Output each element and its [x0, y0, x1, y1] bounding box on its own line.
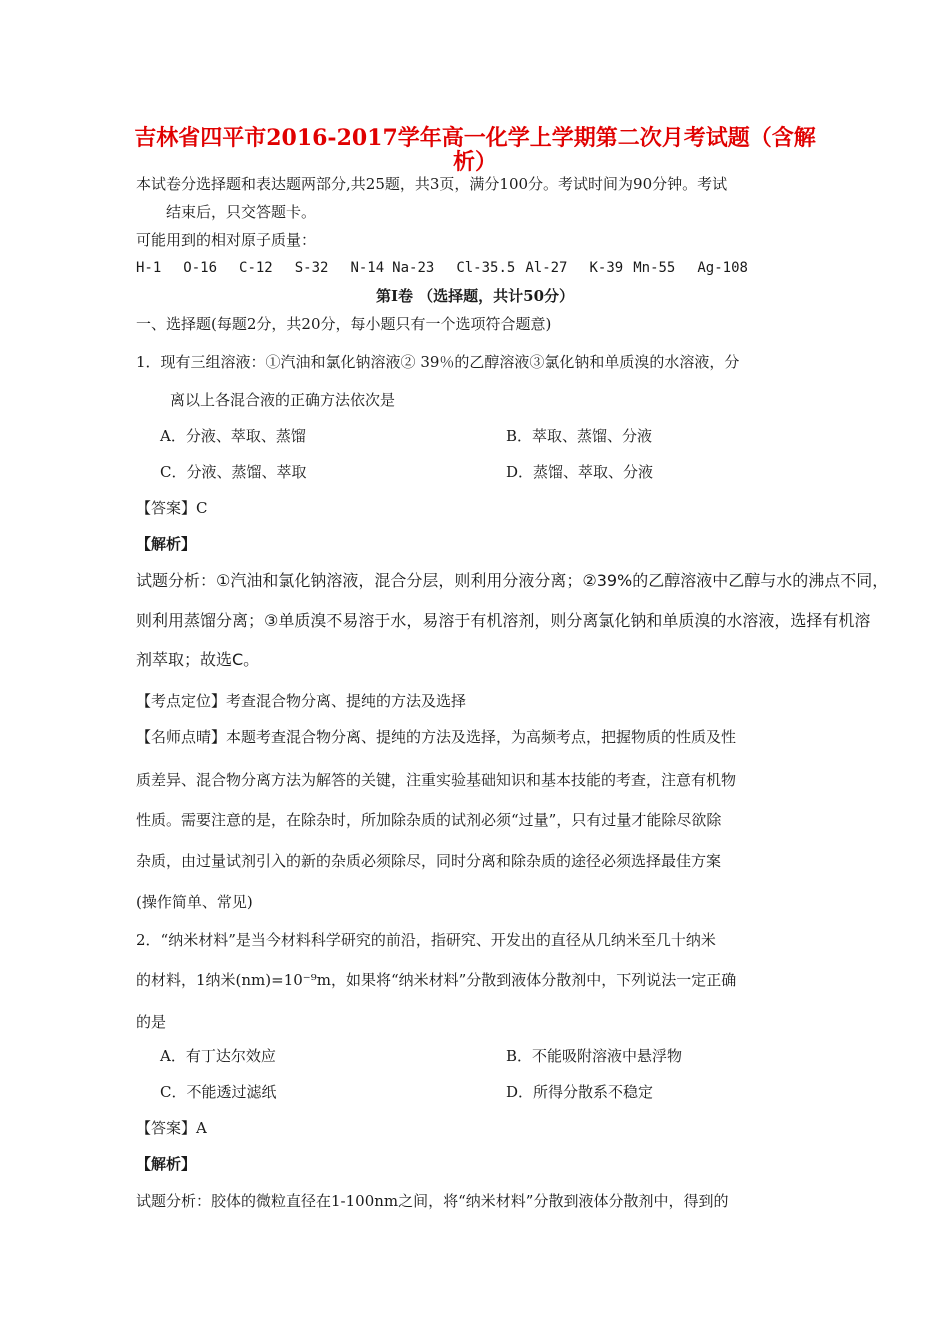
q1-option-b: B．萃取、蒸馏、分液 — [506, 427, 653, 445]
atomic-mass-item: Na-23 — [392, 260, 435, 276]
atomic-mass-item: H-1 — [136, 260, 162, 276]
q2-option-c: C．不能透过滤纸 — [160, 1083, 277, 1101]
atomic-mass-item: C-12 — [239, 260, 273, 276]
atomic-mass-item: Al-27 — [525, 260, 568, 276]
q2-analysis-label: 【解析】 — [136, 1155, 197, 1173]
q1-analysis-line-3: 剂萃取；故选C。 — [136, 650, 260, 669]
q2-option-b: B．不能吸附溶液中悬浮物 — [506, 1047, 683, 1065]
document-title-line-2: 析） — [452, 149, 497, 175]
atomic-mass-list — [136, 258, 770, 278]
atomic-mass-item: S-32 — [294, 260, 329, 276]
q1-stem-line-1: 1．现有三组溶液：①汽油和氯化钠溶液② 39％的乙醇溶液③氯化钠和单质溴的水溶液，分 — [136, 353, 740, 371]
atomic-mass-item: Ag-108 — [697, 260, 748, 276]
q1-option-a: A．分液、萃取、蒸馏 — [160, 427, 306, 445]
atomic-mass-item: Cl-35.5 — [456, 260, 516, 276]
document-title-line-1: 吉林省四平市2016-2017学年高一化学上学期第二次月考试题（含解 — [134, 125, 816, 151]
intro-line-2: 结束后，只交答题卡。 — [166, 203, 317, 221]
q1-mingshi-line-5: (操作简单、常见) — [136, 893, 253, 911]
atomic-mass-item: O-16 — [183, 260, 218, 276]
q2-analysis-line-1: 试题分析：胶体的微粒直径在1-100nm之间，将“纳米材料”分散到液体分散剂中，得到的 — [136, 1192, 729, 1210]
section-heading: 第Ⅰ卷 （选择题，共计50分） — [375, 287, 575, 305]
q1-analysis-line-1: 试题分析：①汽油和氯化钠溶液，混合分层，则利用分液分离；②39%的乙醇溶液中乙醇与水的沸点不同， — [136, 571, 889, 590]
q1-option-d: D．蒸馏、萃取、分液 — [506, 463, 654, 481]
atomic-mass-item: N-14 — [350, 260, 385, 276]
q2-stem-line-2: 的材料，1纳米(nm)=10⁻⁹m，如果将“纳米材料”分散到液体分散剂中，下列说法一定正确 — [136, 971, 737, 989]
q2-stem-line-1: 2．“纳米材料”是当今材料科学研究的前沿，指研究、开发出的直径从几纳米至几十纳米 — [136, 931, 716, 949]
q1-mingshi-line-2: 质差异、混合物分离方法为解答的关键，注重实验基础知识和基本技能的考查，注意有机物 — [136, 771, 737, 789]
q2-stem-line-3: 的是 — [136, 1013, 167, 1031]
q1-mingshi-line-3: 性质。需要注意的是，在除杂时，所加除杂质的试剂必须“过量”，只有过量才能除尽欲除 — [136, 811, 722, 829]
q1-answer: 【答案】C — [136, 499, 208, 517]
atomic-mass-item: Mn-55 — [633, 260, 676, 276]
q1-mingshi-line-1: 【名师点晴】本题考查混合物分离、提纯的方法及选择，为高频考点，把握物质的性质及性 — [136, 728, 737, 746]
q1-mingshi-line-4: 杂质，由过量试剂引入的新的杂质必须除尽，同时分离和除杂质的途径必须选择最佳方案 — [136, 852, 722, 870]
intro-line-1: 本试卷分选择题和表达题两部分,共25题，共3页，满分100分。考试时间为90分钟。考试 — [136, 175, 728, 193]
q2-option-a: A．有丁达尔效应 — [160, 1047, 276, 1065]
q1-kaodian: 【考点定位】考查混合物分离、提纯的方法及选择 — [136, 692, 467, 710]
q2-option-d: D．所得分散系不稳定 — [506, 1083, 654, 1101]
q1-analysis-line-2: 则利用蒸馏分离；③单质溴不易溶于水，易溶于有机溶剂，则分离氯化钠和单质溴的水溶液，选择有机溶 — [136, 611, 871, 630]
part-heading: 一、选择题(每题2分，共20分，每小题只有一个选项符合题意) — [136, 315, 552, 333]
q1-stem-line-2: 离以上各混合液的正确方法依次是 — [170, 391, 396, 409]
atomic-mass-item: K-39 — [589, 260, 624, 276]
q1-option-c: C．分液、蒸馏、萃取 — [160, 463, 307, 481]
q2-answer: 【答案】A — [136, 1119, 207, 1137]
q1-analysis-label: 【解析】 — [136, 535, 197, 553]
atomic-mass-label: 可能用到的相对原子质量： — [136, 231, 317, 249]
